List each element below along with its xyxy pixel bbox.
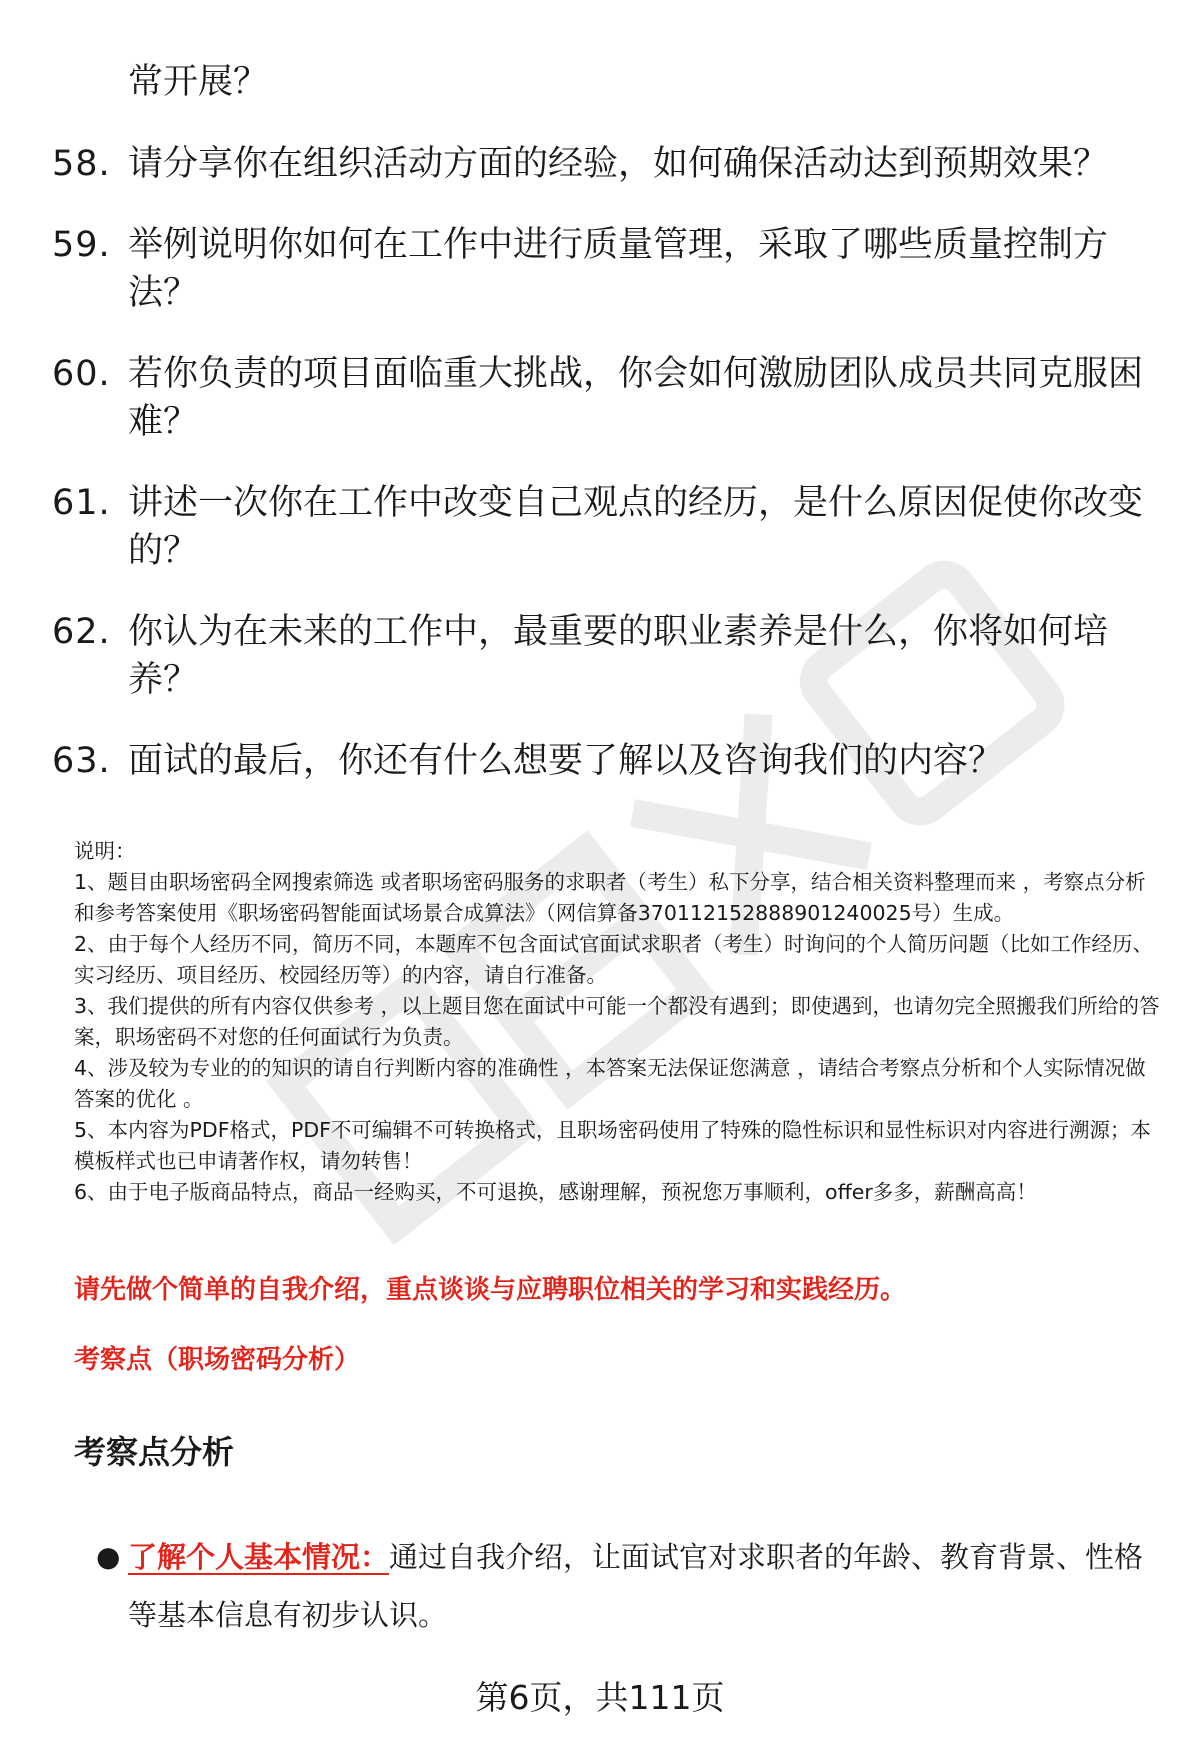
question-number: 61.	[52, 483, 111, 523]
question-item	[52, 479, 1152, 575]
notes-title: 说明：	[74, 839, 136, 863]
bullet-lead-label: 了解个人基本情况：	[128, 1540, 390, 1574]
question-item	[52, 140, 1152, 188]
question-continuation: 常开展？	[128, 62, 269, 102]
notes-item: 2、由于每个人经历不同，简历不同，本题库不包含面试官面试求职者（考生）时询问的个人简历问题（比如工作经历、实习经历、项目经历、校园经历等）的内容，请自行准备。	[74, 932, 1154, 987]
section-heading: 考察点分析	[74, 1433, 235, 1471]
question-number: 62.	[52, 612, 111, 652]
question-number: 63.	[52, 741, 111, 781]
question-text: 面试的最后，你还有什么想要了解以及咨询我们的内容？	[128, 741, 1004, 781]
bullet-item	[96, 1528, 1156, 1644]
notes-section	[74, 836, 1164, 1208]
interview-question-heading: 请先做个简单的自我介绍，重点谈谈与应聘职位相关的学习和实践经历。	[74, 1275, 907, 1305]
bullet-body: 通过自我介绍，让面试官对求职者的年龄、教育背景、性格等基本信息有初步认识。	[128, 1540, 1144, 1632]
question-text: 若你负责的项目面临重大挑战，你会如何激励团队成员共同克服困难？	[128, 354, 1144, 442]
question-item	[52, 737, 1152, 785]
notes-item: 6、由于电子版商品特点，商品一经购买，不可退换，感谢理解，预祝您万事顺利，offer多多，薪酬高高！	[74, 1180, 1037, 1204]
question-text: 讲述一次你在工作中改变自己观点的经历，是什么原因促使你改变的？	[128, 483, 1144, 571]
notes-item: 4、涉及较为专业的的知识的请自行判断内容的准确性 ，本答案无法保证您满意 ，请结合考察点分析和个人实际情况做答案的优化 。	[74, 1056, 1146, 1111]
question-item	[52, 221, 1152, 317]
notes-item: 5、本内容为PDF格式，PDF不可编辑不可转换格式，且职场密码使用了特殊的隐性标识和显性标识对内容进行溯源；本模板样式也已申请著作权，请勿转售！	[74, 1118, 1151, 1173]
question-list	[52, 140, 1152, 818]
notes-item: 3、我们提供的所有内容仅供参考 ，以上题目您在面试中可能一个都没有遇到；即使遇到，也请勿完全照搬我们所给的答案，职场密码不对您的任何面试行为负责。	[74, 994, 1160, 1049]
bullet-dot-icon: ●	[96, 1540, 121, 1573]
question-number: 60.	[52, 354, 111, 394]
analysis-subheading: 考察点（职场密码分析）	[74, 1345, 361, 1375]
question-text: 举例说明你如何在工作中进行质量管理，采取了哪些质量控制方法？	[128, 225, 1109, 313]
notes-item: 1、题目由职场密码全网搜索筛选 或者职场密码服务的求职者（考生）私下分享，结合相关资料整理而来 ，考察点分析和参考答案使用《职场密码智能面试场景合成算法》（网信算备370112152888901240025号）生成。	[74, 870, 1146, 925]
question-number: 59.	[52, 225, 111, 265]
page-footer: 第6页，共111页	[475, 1678, 725, 1717]
question-text: 你认为在未来的工作中，最重要的职业素养是什么，你将如何培养？	[128, 612, 1109, 700]
question-text: 请分享你在组织活动方面的经验，如何确保活动达到预期效果？	[128, 144, 1109, 184]
bullet-content	[128, 1528, 1156, 1644]
question-number: 58.	[52, 144, 111, 184]
question-item	[52, 350, 1152, 446]
question-item	[52, 608, 1152, 704]
